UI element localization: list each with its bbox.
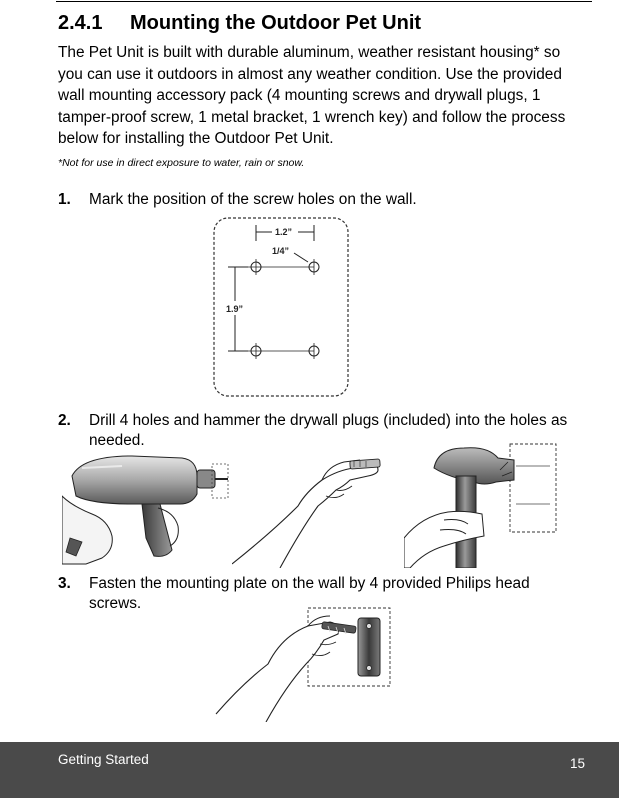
screw-hole-template-diagram: [212, 215, 352, 399]
height-dimension-label: 1.9”: [226, 304, 244, 314]
section-heading: [58, 10, 598, 36]
step-number: 1.: [58, 191, 71, 208]
hole-size-label: 1/4”: [272, 246, 290, 256]
step-number: 3.: [58, 575, 71, 592]
step-text: Mark the position of the screw holes on the wall.: [89, 191, 417, 208]
step-text: Drill 4 holes and hammer the drywall plugs (included) into the holes as needed.: [89, 412, 568, 449]
top-rule: [56, 1, 592, 2]
intro-paragraph: The Pet Unit is built with durable aluminum, weather resistant housing* so you can use it outdoors in almost any weather condition. Use the provided wall mounting accessory pack (4 mounting screws and drywall plugs, 1 tamper-proof screw, 1 metal bracket, 1 wrench key) and follow the process below for installing the Outdoor Pet Unit.: [58, 44, 566, 147]
section-title: Mounting the Outdoor Pet Unit: [130, 12, 422, 34]
footnote: *Not for use in direct exposure to water, rain or snow.: [58, 157, 305, 169]
step-text: Fasten the mounting plate on the wall by 4 provided Philips head screws.: [89, 575, 530, 612]
step-number: 2.: [58, 412, 71, 429]
hammer-illustration: [404, 442, 560, 568]
footer-chapter-title: Getting Started: [58, 752, 149, 767]
fastening-plate-illustration: [212, 604, 392, 722]
hand-inserting-plug-illustration: [232, 446, 392, 568]
footer-page-number: 15: [569, 756, 585, 771]
hole-size-leader: [294, 253, 308, 262]
width-dimension-label: 1.2”: [275, 227, 293, 237]
drill-illustration: [62, 446, 230, 568]
section-number: 2.4.1: [58, 12, 103, 34]
